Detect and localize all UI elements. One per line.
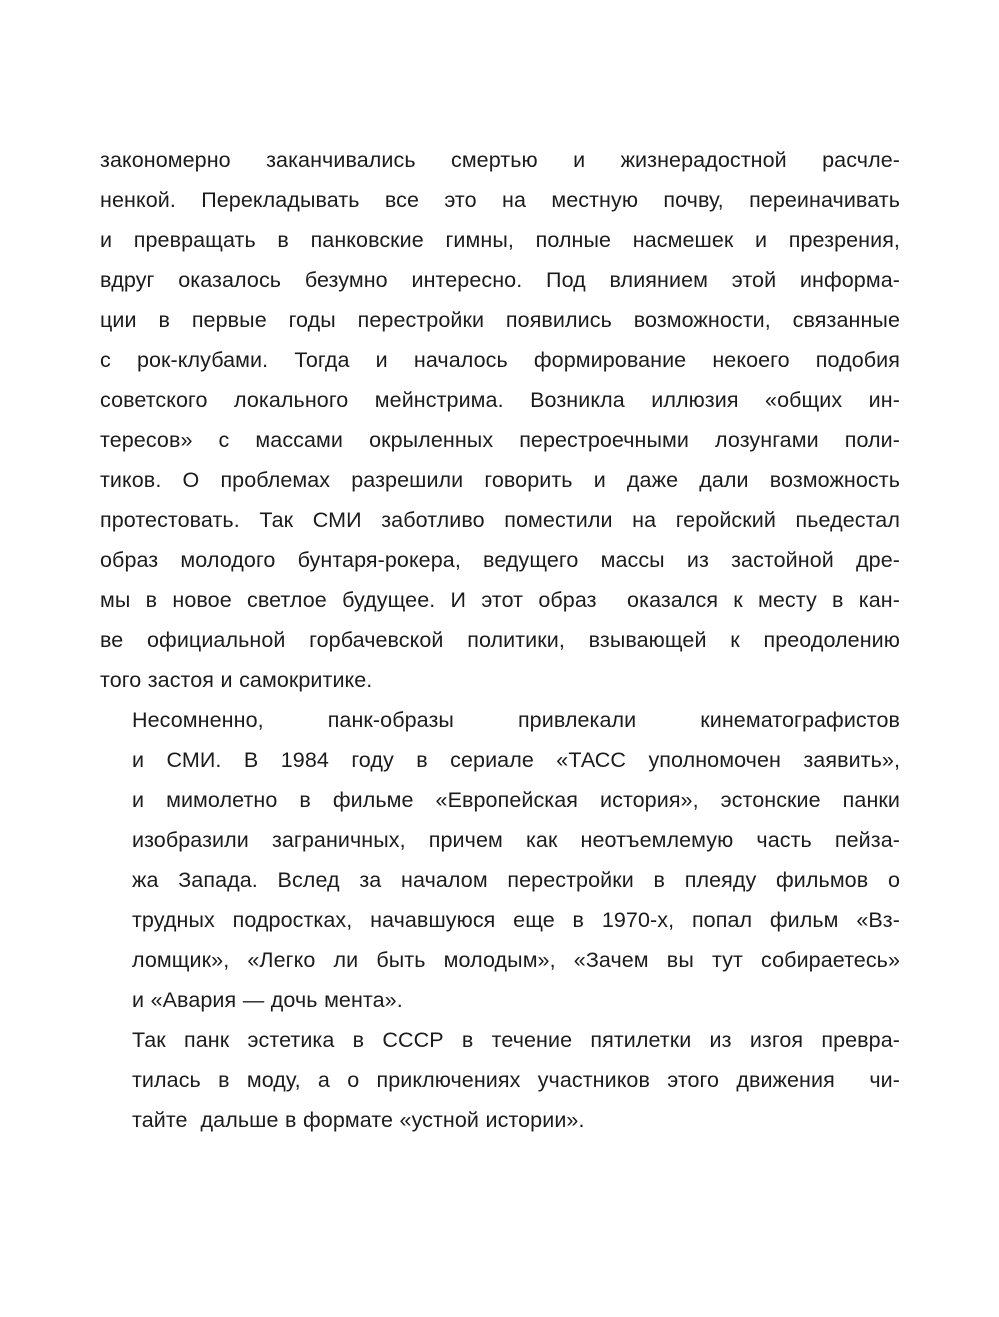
body-paragraph (100, 1020, 900, 1140)
text-line: советского локального мейнстрима. Возникла иллюзия «общих ин- (100, 388, 900, 412)
body-text-column (100, 140, 900, 1140)
text-line: с рок-клубами. Тогда и началось формирование некоего подобия (100, 348, 900, 372)
text-line: тиков. О проблемах разрешили говорить и даже дали возможность (100, 468, 900, 492)
text-line: мы в новое светлое будущее. И этот образ оказался к месту в кан- (100, 588, 900, 612)
text-line: жа Запада. Вслед за началом перестройки в плеяду фильмов о (132, 868, 900, 892)
text-line: вдруг оказалось безумно интересно. Под влиянием этой информа- (100, 268, 900, 292)
text-line: ве официальной горбачевской политики, взывающей к преодолению (100, 628, 900, 652)
text-line: ненкой. Перекладывать все это на местную почву, переиначивать (100, 188, 900, 212)
text-line: протестовать. Так СМИ заботливо поместили на геройский пьедестал (100, 508, 900, 532)
text-line: Так панк эстетика в СССР в течение пятилетки из изгоя превра- (132, 1028, 900, 1052)
text-line: трудных подростках, начавшуюся еще в 1970-х, попал фильм «Вз- (132, 908, 900, 932)
body-paragraph (100, 140, 900, 700)
text-line: тайте дальше в формате «устной истории». (132, 1108, 585, 1132)
text-line: образ молодого бунтаря-рокера, ведущего массы из застойной дре- (100, 548, 900, 572)
text-line: того застоя и самокритике. (100, 668, 373, 692)
text-line: и «Авария — дочь мента». (132, 988, 403, 1012)
text-line: Несомненно, панк-образы привлекали кинематографистов (132, 708, 900, 732)
text-line: изобразили заграничных, причем как неотъемлемую часть пейза- (132, 828, 900, 852)
text-line: ции в первые годы перестройки появились возможности, связанные (100, 308, 900, 332)
text-line: ломщик», «Легко ли быть молодым», «Зачем вы тут собираетесь» (132, 948, 900, 972)
body-paragraph (100, 700, 900, 1020)
text-line: и СМИ. В 1984 году в сериале «ТАСС уполномочен заявить», (132, 748, 900, 772)
text-line: тилась в моду, а о приключениях участников этого движения чи- (132, 1068, 900, 1092)
text-line: тересов» с массами окрыленных перестроечными лозунгами поли- (100, 428, 900, 452)
text-line: и превращать в панковские гимны, полные насмешек и презрения, (100, 228, 900, 252)
text-line: закономерно заканчивались смертью и жизнерадостной расчле- (100, 148, 900, 172)
text-line: и мимолетно в фильме «Европейская история», эстонские панки (132, 788, 900, 812)
